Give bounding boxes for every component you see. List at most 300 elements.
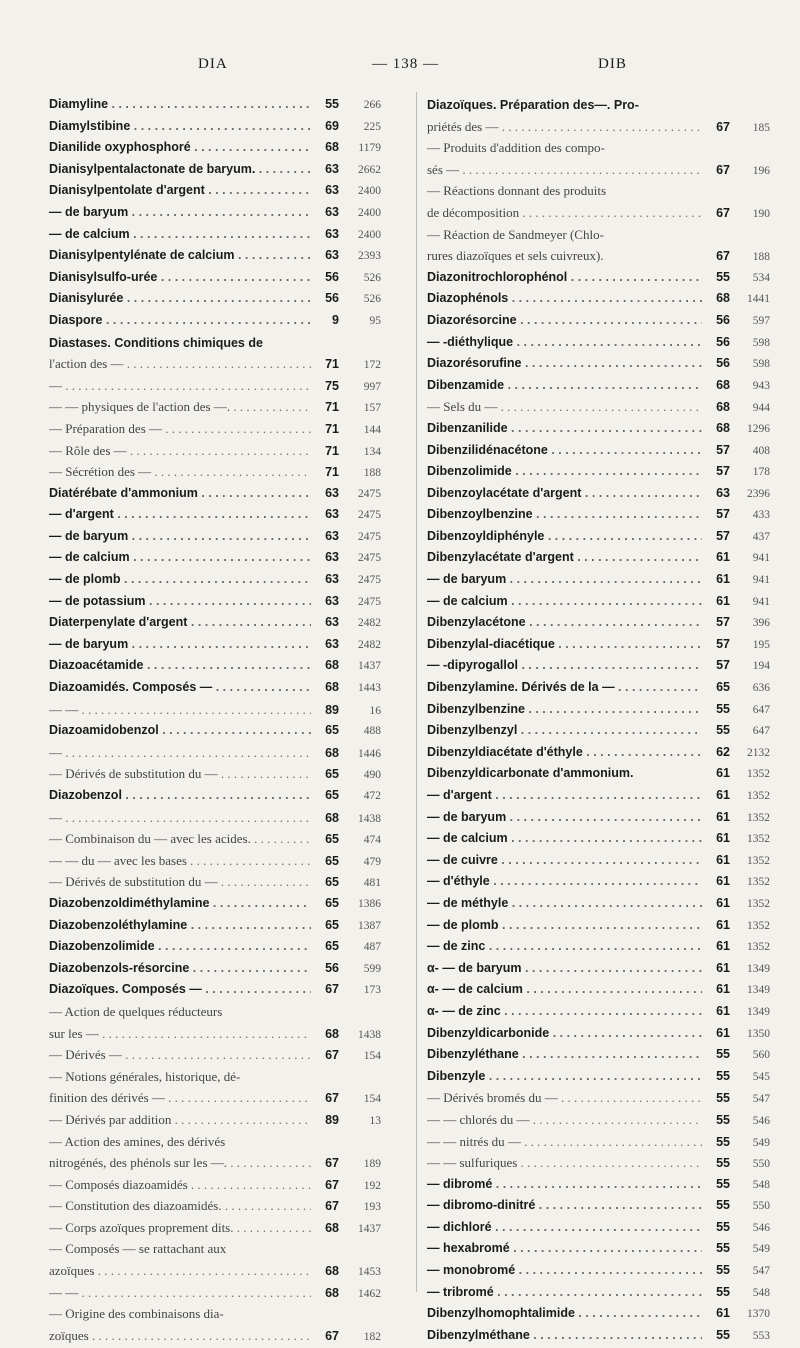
entry-label: Dianisylpentylénate de calcium . . . xyxy=(49,245,311,267)
index-entry xyxy=(427,1217,770,1239)
entry-page: 173 xyxy=(363,984,381,997)
index-entry xyxy=(427,936,770,958)
entry-volume: 63 xyxy=(325,183,339,198)
entry-volume: 55 xyxy=(716,1241,730,1256)
entry-label: Dianisylpentolate d'argent . . . xyxy=(49,180,311,202)
index-entry xyxy=(49,828,381,850)
entry-label: — de baryum . . . xyxy=(427,569,702,591)
entry-label: Diazobenzoléthylamine . . . xyxy=(49,915,311,937)
index-entry xyxy=(49,245,381,267)
entry-label: Dibenzylhomophtalimide . . . xyxy=(427,1303,702,1325)
entry-page: 1443 xyxy=(358,682,381,695)
entry-volume: 68 xyxy=(325,1220,339,1235)
entry-label: rures diazoïques et sels cuivreux). xyxy=(427,248,604,264)
entry-volume: 68 xyxy=(325,140,339,155)
index-entry xyxy=(49,116,381,138)
index-entry xyxy=(427,504,770,526)
entry-label: — Réactions donnant des produits xyxy=(427,183,607,199)
entry-label: Dibenzylbenzine . . . xyxy=(427,699,702,721)
entry-page: 225 xyxy=(363,120,381,133)
index-entry xyxy=(49,1044,381,1066)
entry-label: — Composés diazoamidés . . . xyxy=(49,1174,311,1196)
entry-page: 636 xyxy=(752,682,770,695)
entry-page: 188 xyxy=(752,251,770,264)
index-entry xyxy=(427,288,770,310)
entry-volume: 63 xyxy=(325,485,339,500)
entry-label: Diaterpenylate d'argent . . . xyxy=(49,612,311,634)
entry-label: — Dérivés — . . . xyxy=(49,1044,311,1066)
entry-volume: 57 xyxy=(716,636,730,651)
index-entry xyxy=(427,893,770,915)
entry-label: Dibenzanilide . . . xyxy=(427,418,702,440)
entry-volume: 65 xyxy=(325,767,339,782)
entry-volume: 55 xyxy=(716,1327,730,1342)
entry-page: 549 xyxy=(752,1243,770,1256)
entry-volume: 63 xyxy=(325,248,339,263)
entry-label: — de calcium . . . xyxy=(49,224,311,246)
entry-page: 545 xyxy=(752,1070,770,1083)
index-entry xyxy=(49,159,381,181)
entry-label: — d'éthyle . . . xyxy=(427,871,702,893)
index-entry xyxy=(49,504,381,526)
entry-page: 95 xyxy=(369,314,381,327)
entry-volume: 68 xyxy=(716,377,730,392)
entry-volume: 63 xyxy=(325,226,339,241)
entry-page: 2482 xyxy=(358,617,381,630)
index-entry xyxy=(427,1303,770,1325)
index-entry xyxy=(49,1174,381,1196)
entry-volume: 63 xyxy=(325,636,339,651)
entry-page: 1349 xyxy=(747,1005,770,1018)
entry-volume: 55 xyxy=(716,1091,730,1106)
entry-volume: 61 xyxy=(716,1003,730,1018)
entry-volume: 61 xyxy=(716,874,730,889)
entry-label: Dibenzylal-diacétique . . . xyxy=(427,634,702,656)
index-entry xyxy=(427,159,770,181)
entry-page: 178 xyxy=(752,466,770,479)
entry-page: 408 xyxy=(752,444,770,457)
entry-page: 1179 xyxy=(358,142,381,155)
entry-volume: 68 xyxy=(325,658,339,673)
entry-page: 2393 xyxy=(358,250,381,263)
index-entry xyxy=(49,979,381,1001)
entry-volume: 67 xyxy=(325,1048,339,1063)
entry-label: — . . . xyxy=(49,375,311,397)
index-entry xyxy=(427,440,770,462)
entry-page: 433 xyxy=(752,509,770,522)
index-entry xyxy=(427,1152,770,1174)
entry-page: 598 xyxy=(752,358,770,371)
entry-volume: 63 xyxy=(325,161,339,176)
index-entry xyxy=(427,720,770,742)
index-entry xyxy=(427,1260,770,1282)
index-entry xyxy=(427,461,770,483)
entry-label: Dianisylpentalactonate de baryum. . . . xyxy=(49,159,311,181)
entry-page: 2475 xyxy=(358,530,381,543)
entry-label: Diazoïques. Préparation des—. Pro- xyxy=(427,98,639,112)
entry-volume: 67 xyxy=(325,982,339,997)
entry-page: 182 xyxy=(363,1330,381,1343)
entry-volume: 56 xyxy=(325,960,339,975)
header-left-term: DIA xyxy=(198,56,228,72)
entry-label: Dibenzolimide . . . xyxy=(427,461,702,483)
entry-page: 549 xyxy=(752,1136,770,1149)
entry-page: 437 xyxy=(752,530,770,543)
index-entry xyxy=(49,893,381,915)
index-entry xyxy=(427,569,770,591)
index-entry xyxy=(49,375,381,397)
index-entry xyxy=(49,742,381,764)
entry-label: — de baryum . . . xyxy=(49,202,311,224)
entry-label: — tribromé . . . xyxy=(427,1282,702,1304)
entry-label: — Origine des combinaisons dia- xyxy=(49,1306,224,1322)
index-entry xyxy=(427,763,770,785)
index-entry xyxy=(427,1066,770,1088)
entry-label: — — . . . xyxy=(49,699,311,721)
entry-page: 2475 xyxy=(358,487,381,500)
index-entry xyxy=(427,116,770,138)
entry-volume: 61 xyxy=(716,895,730,910)
entry-volume: 55 xyxy=(716,1176,730,1191)
index-entry xyxy=(427,655,770,677)
entry-page: 1352 xyxy=(747,790,770,802)
right-index-column xyxy=(427,94,770,1346)
index-entry xyxy=(49,958,381,980)
entry-volume: 61 xyxy=(716,766,730,781)
index-entry xyxy=(427,958,770,980)
index-entry xyxy=(49,1238,381,1260)
index-entry xyxy=(49,483,381,505)
entry-page: 13 xyxy=(369,1114,381,1127)
entry-volume: 68 xyxy=(325,1026,339,1041)
index-entry xyxy=(427,547,770,569)
index-entry xyxy=(427,526,770,548)
entry-label: zoïques . . . xyxy=(49,1325,311,1347)
entry-volume: 65 xyxy=(325,917,339,932)
entry-page: 190 xyxy=(752,207,770,220)
entry-page: 1446 xyxy=(358,747,381,760)
entry-page: 941 xyxy=(752,595,770,608)
index-entry xyxy=(427,94,770,116)
index-entry xyxy=(49,547,381,569)
entry-page: 1441 xyxy=(747,293,770,306)
index-entry xyxy=(49,1303,381,1325)
entry-volume: 68 xyxy=(716,400,730,415)
entry-volume: 68 xyxy=(325,810,339,825)
entry-page: 2475 xyxy=(358,574,381,587)
index-entry xyxy=(49,1195,381,1217)
entry-page: 1352 xyxy=(747,811,770,824)
entry-volume: 61 xyxy=(716,960,730,975)
entry-label: — d'argent . . . xyxy=(49,504,311,526)
entry-volume: 55 xyxy=(716,723,730,738)
entry-label: — de baryum . . . xyxy=(49,634,311,656)
index-entry xyxy=(427,1023,770,1045)
entry-page: 195 xyxy=(752,638,770,651)
entry-page: 1350 xyxy=(747,1027,770,1040)
entry-volume: 65 xyxy=(325,853,339,868)
entry-page: 479 xyxy=(363,855,381,868)
entry-label: α- — de baryum . . . xyxy=(427,958,702,980)
entry-page: 266 xyxy=(363,99,381,111)
entry-page: 2475 xyxy=(358,509,381,522)
entry-page: 526 xyxy=(363,271,381,284)
entry-label: — Dérivés par addition . . . xyxy=(49,1109,311,1131)
entry-label: — — physiques de l'action des —. . . . xyxy=(49,396,311,418)
entry-label: — — chlorés du — . . . xyxy=(427,1109,702,1131)
index-entry xyxy=(427,396,770,418)
header-right-term: DIB xyxy=(598,56,627,72)
entry-volume: 55 xyxy=(716,1047,730,1062)
entry-volume: 68 xyxy=(325,1285,339,1300)
entry-page: 941 xyxy=(752,552,770,565)
index-entry xyxy=(427,137,770,159)
entry-page: 194 xyxy=(752,660,770,673)
index-entry xyxy=(49,1087,381,1109)
entry-volume: 55 xyxy=(716,1068,730,1083)
index-entry xyxy=(427,1174,770,1196)
entry-page: 396 xyxy=(752,617,770,630)
entry-page: 550 xyxy=(752,1158,770,1171)
index-entry xyxy=(49,677,381,699)
index-entry xyxy=(49,288,381,310)
entry-volume: 63 xyxy=(325,204,339,219)
entry-page: 997 xyxy=(363,380,381,393)
entry-page: 2475 xyxy=(358,552,381,565)
entry-page: 1352 xyxy=(747,941,770,954)
index-entry xyxy=(427,1195,770,1217)
entry-label: Diaspore . . . xyxy=(49,310,311,332)
entry-page: 2132 xyxy=(747,746,770,759)
entry-volume: 9 xyxy=(332,312,339,327)
index-entry xyxy=(427,332,770,354)
entry-label: Dianisylsulfo-urée . . . xyxy=(49,267,311,289)
entry-page: 1349 xyxy=(747,962,770,975)
entry-page: 1352 xyxy=(747,854,770,867)
entry-label: — Notions générales, historique, dé- xyxy=(49,1068,241,1084)
entry-label: — — du — avec les bases . . . xyxy=(49,850,311,872)
index-entry xyxy=(427,1238,770,1260)
entry-label: Dibenzylamine. Dérivés de la — . . . xyxy=(427,677,702,699)
entry-page: 1352 xyxy=(747,897,770,910)
index-entry xyxy=(49,353,381,375)
entry-label: — dichloré . . . xyxy=(427,1217,702,1239)
entry-label: — hexabromé . . . xyxy=(427,1238,702,1260)
entry-page: 172 xyxy=(363,359,381,372)
index-entry xyxy=(49,655,381,677)
entry-label: Dibenzylbenzyl . . . xyxy=(427,720,702,742)
entry-volume: 57 xyxy=(716,507,730,522)
entry-label: Dibenzylacétate d'argent . . . xyxy=(427,547,702,569)
entry-volume: 57 xyxy=(716,464,730,479)
entry-volume: 89 xyxy=(325,702,339,717)
entry-page: 941 xyxy=(752,574,770,587)
entry-volume: 65 xyxy=(325,939,339,954)
entry-label: — -diéthylique . . . xyxy=(427,332,702,354)
entry-page: 487 xyxy=(363,941,381,954)
entry-volume: 56 xyxy=(716,334,730,349)
entry-volume: 63 xyxy=(325,507,339,522)
entry-volume: 56 xyxy=(716,356,730,371)
entry-volume: 63 xyxy=(325,550,339,565)
entry-page: 1437 xyxy=(358,660,381,673)
entry-volume: 61 xyxy=(716,939,730,954)
entry-page: 548 xyxy=(752,1178,770,1191)
entry-volume: 55 xyxy=(716,1284,730,1299)
entry-label: Dibenzyldicarbonate d'ammonium. xyxy=(427,766,634,781)
entry-page: 560 xyxy=(752,1049,770,1062)
entry-page: 1387 xyxy=(358,919,381,932)
entry-volume: 67 xyxy=(325,1156,339,1171)
entry-label: Dibenzylacétone . . . xyxy=(427,612,702,634)
entry-volume: 63 xyxy=(325,615,339,630)
index-entry xyxy=(427,677,770,699)
index-entry xyxy=(49,1325,381,1347)
entry-label: — Dérivés bromés du — . . . xyxy=(427,1087,702,1109)
entry-label: Dibenzilidénacétone . . . xyxy=(427,440,702,462)
entry-label: Dibenzyléthane . . . xyxy=(427,1044,702,1066)
entry-page: 2396 xyxy=(747,487,770,500)
entry-volume: 68 xyxy=(716,420,730,435)
entry-label: Diazoacétamide . . . xyxy=(49,655,311,677)
entry-volume: 68 xyxy=(325,680,339,695)
index-entry xyxy=(49,807,381,829)
entry-label: — Préparation des — . . . xyxy=(49,418,311,440)
entry-volume: 55 xyxy=(716,1156,730,1171)
index-entry xyxy=(427,1087,770,1109)
index-entry xyxy=(49,461,381,483)
entry-label: azoïques . . . xyxy=(49,1260,311,1282)
entry-volume: 71 xyxy=(325,443,339,458)
index-entry xyxy=(427,1282,770,1304)
entry-label: — de baryum . . . xyxy=(427,807,702,829)
index-entry xyxy=(427,483,770,505)
entry-page: 134 xyxy=(363,445,381,458)
index-entry xyxy=(49,936,381,958)
entry-volume: 61 xyxy=(716,1306,730,1321)
entry-volume: 63 xyxy=(325,572,339,587)
index-entry xyxy=(49,1282,381,1304)
index-entry xyxy=(49,1217,381,1239)
index-entry xyxy=(49,1260,381,1282)
entry-page: 647 xyxy=(752,703,770,716)
entry-page: 2482 xyxy=(358,638,381,651)
entry-label: — Réaction de Sandmeyer (Chlo- xyxy=(427,226,604,242)
index-entry xyxy=(427,1044,770,1066)
entry-page: 154 xyxy=(363,1093,381,1106)
index-entry xyxy=(49,1152,381,1174)
entry-label: — Dérivés de substitution du — . . . xyxy=(49,763,311,785)
index-entry xyxy=(427,1325,770,1347)
entry-label: — Produits d'addition des compo- xyxy=(427,140,605,156)
index-entry xyxy=(49,1023,381,1045)
entry-page: 1352 xyxy=(747,768,770,781)
index-entry xyxy=(427,915,770,937)
entry-label: Dibenzoylbenzine . . . xyxy=(427,504,702,526)
entry-label: — monobromé . . . xyxy=(427,1260,702,1282)
entry-page: 157 xyxy=(363,402,381,415)
entry-label: — . . . xyxy=(49,807,311,829)
entry-page: 526 xyxy=(363,293,381,306)
index-entry xyxy=(427,785,770,807)
index-entry xyxy=(49,699,381,721)
entry-page: 144 xyxy=(363,423,381,436)
entry-label: — Composés — se rattachant aux xyxy=(49,1241,227,1257)
entry-page: 546 xyxy=(752,1114,770,1127)
index-entry xyxy=(49,1109,381,1131)
entry-page: 1349 xyxy=(747,984,770,997)
index-entry xyxy=(427,828,770,850)
entry-page: 188 xyxy=(363,467,381,480)
entry-page: 547 xyxy=(752,1265,770,1278)
entry-volume: 56 xyxy=(325,269,339,284)
entry-page: 2400 xyxy=(358,228,381,241)
entry-volume: 65 xyxy=(325,723,339,738)
entry-page: 196 xyxy=(752,164,770,177)
entry-volume: 61 xyxy=(716,593,730,608)
index-entry xyxy=(427,699,770,721)
entry-page: 548 xyxy=(752,1286,770,1299)
entry-page: 481 xyxy=(363,877,381,890)
entry-label: Dibenzyldiacétate d'éthyle . . . xyxy=(427,742,702,764)
entry-label: Dianisylurée . . . xyxy=(49,288,311,310)
entry-volume: 63 xyxy=(716,485,730,500)
index-entry xyxy=(49,94,381,116)
index-entry xyxy=(427,310,770,332)
entry-volume: 71 xyxy=(325,421,339,436)
entry-page: 547 xyxy=(752,1093,770,1106)
entry-volume: 67 xyxy=(325,1199,339,1214)
entry-label: — — . . . xyxy=(49,1282,311,1304)
entry-volume: 56 xyxy=(716,312,730,327)
index-entry xyxy=(427,1001,770,1023)
entry-volume: 65 xyxy=(716,680,730,695)
entry-label: — — nitrés du — . . . xyxy=(427,1131,702,1153)
index-entry xyxy=(49,526,381,548)
index-entry xyxy=(49,1001,381,1023)
index-entry xyxy=(49,202,381,224)
entry-volume: 57 xyxy=(716,615,730,630)
entry-volume: 61 xyxy=(716,550,730,565)
entry-page: 2475 xyxy=(358,595,381,608)
entry-label: Diazophénols . . . xyxy=(427,288,702,310)
index-entry xyxy=(49,785,381,807)
entry-volume: 67 xyxy=(325,1091,339,1106)
entry-label: Diazobenzolimide . . . xyxy=(49,936,311,958)
index-entry xyxy=(49,763,381,785)
entry-page: 189 xyxy=(363,1158,381,1171)
entry-label: Diazoamidobenzol . . . xyxy=(49,720,311,742)
entry-label: — de plomb . . . xyxy=(427,915,702,937)
entry-page: 490 xyxy=(363,769,381,782)
entry-label: Dibenzyldicarbonide . . . xyxy=(427,1023,702,1045)
entry-page: 1462 xyxy=(358,1287,381,1300)
index-entry xyxy=(49,310,381,332)
entry-label: de décomposition . . . xyxy=(427,202,702,224)
index-entry xyxy=(427,418,770,440)
entry-label: — Sels du — . . . xyxy=(427,396,702,418)
entry-volume: 57 xyxy=(716,528,730,543)
entry-volume: 67 xyxy=(716,249,730,264)
entry-label: — -dipyrogallol . . . xyxy=(427,655,702,677)
entry-volume: 89 xyxy=(325,1112,339,1127)
entry-page: 154 xyxy=(363,1050,381,1063)
entry-page: 553 xyxy=(752,1329,770,1342)
index-entry xyxy=(427,742,770,764)
entry-label: l'action des — . . . xyxy=(49,353,311,375)
index-entry xyxy=(49,915,381,937)
entry-label: Diazobenzol . . . xyxy=(49,785,311,807)
